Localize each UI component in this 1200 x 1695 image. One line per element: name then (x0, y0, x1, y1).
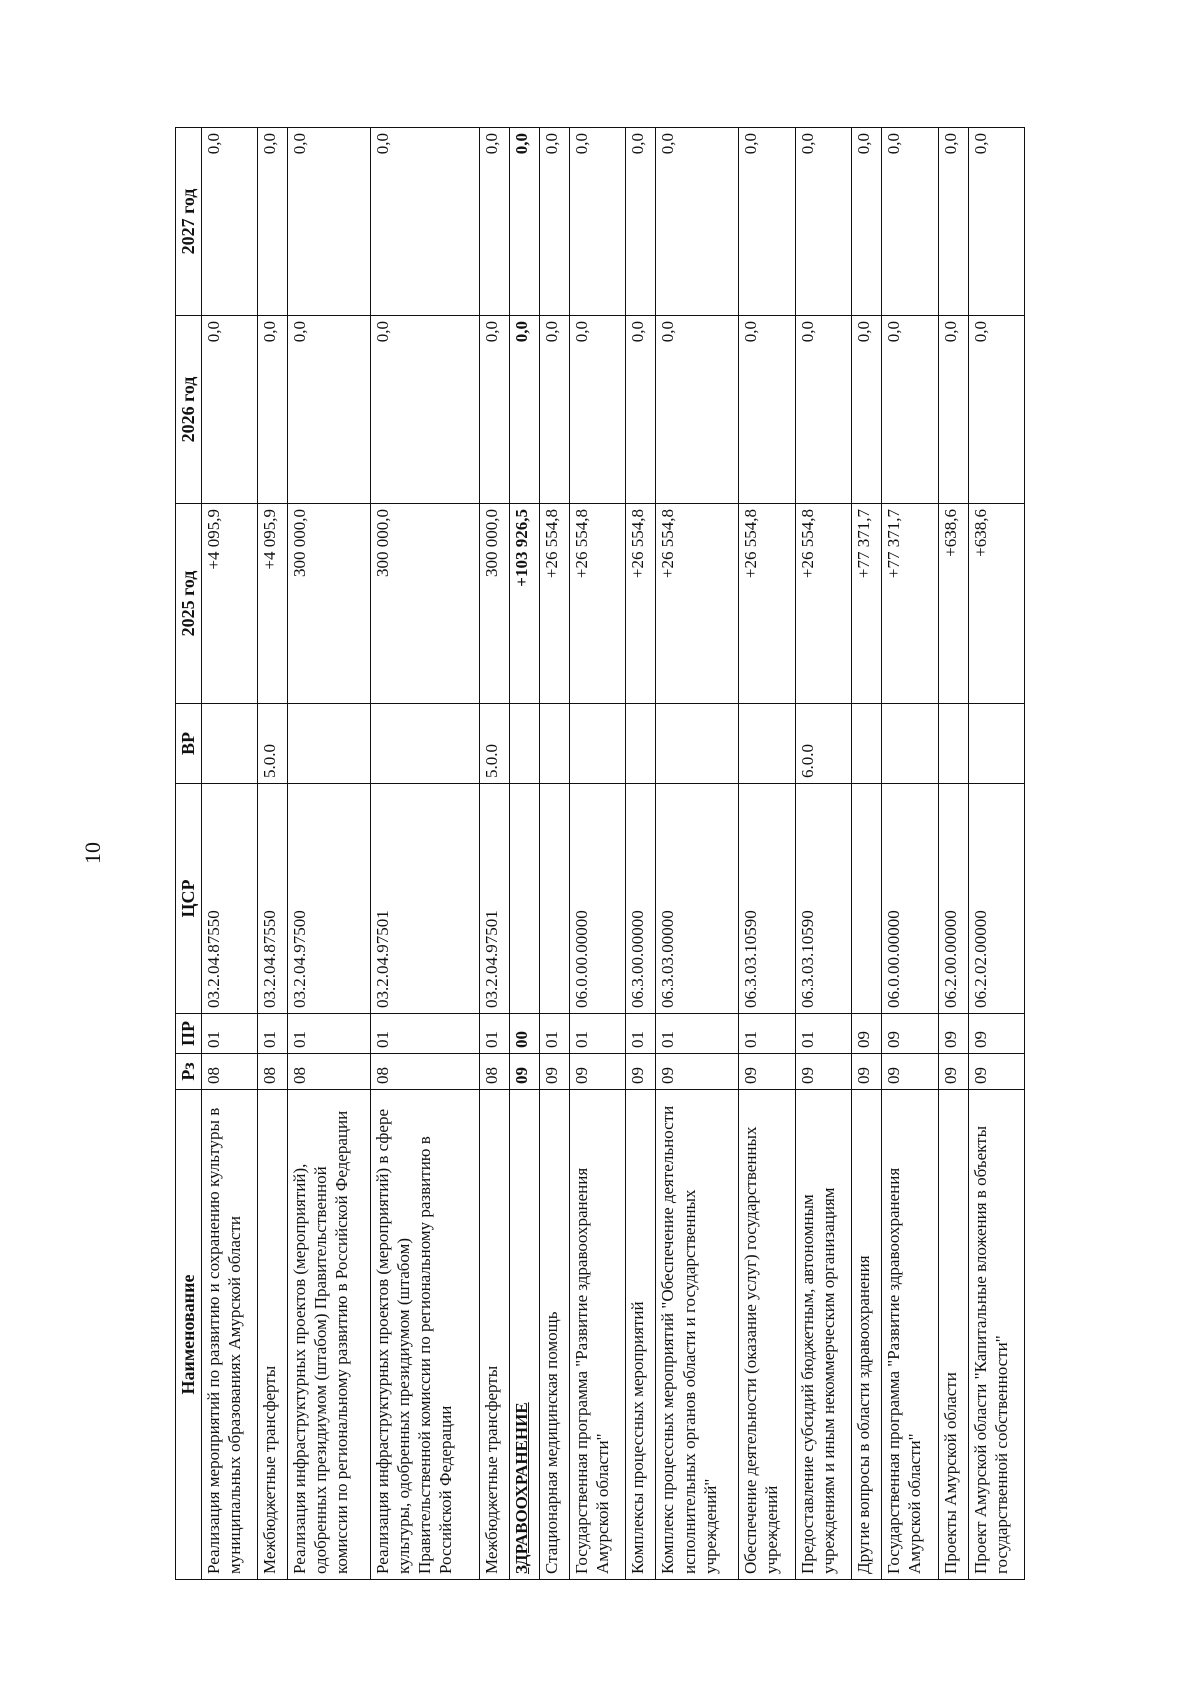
row-2027: 0,0 (539, 128, 569, 316)
row-pr: 01 (739, 1014, 795, 1054)
row-vr (882, 704, 938, 784)
row-rz: 09 (739, 1054, 795, 1090)
row-2026: 0,0 (479, 316, 509, 504)
row-vr (539, 704, 569, 784)
row-vr (656, 704, 739, 784)
row-name: Реализация мероприятий по развитию и сохранению культуры в муниципальных образованиях Амурской области (201, 1090, 257, 1580)
row-2027: 0,0 (968, 128, 1024, 316)
table-row (852, 128, 882, 1580)
row-name: Стационарная медицинская помощь (539, 1090, 569, 1580)
row-csr: 06.3.03.00000 (656, 784, 739, 1014)
row-2027: 0,0 (257, 128, 287, 316)
row-rz: 08 (287, 1054, 370, 1090)
row-2027: 0,0 (938, 128, 968, 316)
row-pr: 01 (570, 1014, 626, 1054)
row-csr (539, 784, 569, 1014)
row-name: Государственная программа "Развитие здравоохранения Амурской области" (570, 1090, 626, 1580)
row-2026: 0,0 (626, 316, 656, 504)
row-rz: 09 (570, 1054, 626, 1090)
row-2027: 0,0 (287, 128, 370, 316)
row-2027: 0,0 (509, 128, 539, 316)
row-csr: 06.0.00.00000 (570, 784, 626, 1014)
row-vr (570, 704, 626, 784)
row-2026: 0,0 (201, 316, 257, 504)
row-name: Межбюджетные трансферты (257, 1090, 287, 1580)
row-2027: 0,0 (795, 128, 851, 316)
table-row (938, 128, 968, 1580)
table-row (795, 128, 851, 1580)
row-name: ЗДРАВООХРАНЕНИЕ (509, 1090, 539, 1580)
row-vr (938, 704, 968, 784)
row-name: Проект Амурской области "Капитальные вложения в объекты государственной собственности" (968, 1090, 1024, 1580)
table-header-row (176, 128, 202, 1580)
table-row (882, 128, 938, 1580)
row-2026: 0,0 (795, 316, 851, 504)
row-pr: 01 (626, 1014, 656, 1054)
row-2025: +26 554,8 (626, 504, 656, 704)
table-row (479, 128, 509, 1580)
row-vr (968, 704, 1024, 784)
row-vr: 5.0.0 (257, 704, 287, 784)
row-rz: 08 (479, 1054, 509, 1090)
row-vr (626, 704, 656, 784)
row-pr: 01 (539, 1014, 569, 1054)
row-vr (287, 704, 370, 784)
row-csr: 03.2.04.87550 (201, 784, 257, 1014)
row-rz: 08 (257, 1054, 287, 1090)
row-2027: 0,0 (570, 128, 626, 316)
row-pr: 09 (852, 1014, 882, 1054)
row-csr: 03.2.04.97501 (370, 784, 479, 1014)
row-rz: 08 (370, 1054, 479, 1090)
budget-table-container (175, 128, 1025, 1580)
row-pr: 01 (201, 1014, 257, 1054)
row-2026: 0,0 (539, 316, 569, 504)
row-2026: 0,0 (882, 316, 938, 504)
header-2025: 2025 год (176, 504, 202, 704)
row-csr: 06.2.00.00000 (938, 784, 968, 1014)
row-2027: 0,0 (882, 128, 938, 316)
row-pr: 01 (656, 1014, 739, 1054)
table-row (287, 128, 370, 1580)
row-2026: 0,0 (656, 316, 739, 504)
row-2026: 0,0 (287, 316, 370, 504)
row-rz: 09 (882, 1054, 938, 1090)
row-csr (852, 784, 882, 1014)
row-2026: 0,0 (509, 316, 539, 504)
budget-table (175, 127, 1025, 1580)
row-rz: 09 (795, 1054, 851, 1090)
row-2026: 0,0 (370, 316, 479, 504)
row-csr: 03.2.04.87550 (257, 784, 287, 1014)
row-pr: 01 (479, 1014, 509, 1054)
row-2025: +103 926,5 (509, 504, 539, 704)
row-vr (852, 704, 882, 784)
row-2025: +26 554,8 (795, 504, 851, 704)
row-vr (509, 704, 539, 784)
row-rz: 09 (852, 1054, 882, 1090)
row-pr: 00 (509, 1014, 539, 1054)
table-row (626, 128, 656, 1580)
row-csr: 03.2.04.97501 (479, 784, 509, 1014)
row-pr: 01 (370, 1014, 479, 1054)
table-row (968, 128, 1024, 1580)
row-pr: 01 (257, 1014, 287, 1054)
row-name: Другие вопросы в области здравоохранения (852, 1090, 882, 1580)
row-name: Межбюджетные трансферты (479, 1090, 509, 1580)
row-2025: +77 371,7 (852, 504, 882, 704)
row-rz: 09 (938, 1054, 968, 1090)
header-2027: 2027 год (176, 128, 202, 316)
row-2026: 0,0 (852, 316, 882, 504)
row-name: Проекты Амурской области (938, 1090, 968, 1580)
row-csr: 06.2.02.00000 (968, 784, 1024, 1014)
row-name: Обеспечение деятельности (оказание услуг) государственных учреждений (739, 1090, 795, 1580)
row-pr: 09 (938, 1014, 968, 1054)
row-2027: 0,0 (739, 128, 795, 316)
row-pr: 01 (795, 1014, 851, 1054)
row-2025: +26 554,8 (656, 504, 739, 704)
row-2027: 0,0 (201, 128, 257, 316)
row-pr: 09 (968, 1014, 1024, 1054)
table-row (201, 128, 257, 1580)
row-vr (739, 704, 795, 784)
row-rz: 09 (968, 1054, 1024, 1090)
header-name: Наименование (176, 1090, 202, 1580)
row-pr: 01 (287, 1014, 370, 1054)
row-csr: 06.3.03.10590 (795, 784, 851, 1014)
row-csr: 06.3.00.00000 (626, 784, 656, 1014)
row-name: Государственная программа "Развитие здравоохранения Амурской области" (882, 1090, 938, 1580)
row-name: Комплексы процессных мероприятий (626, 1090, 656, 1580)
row-vr: 6.0.0 (795, 704, 851, 784)
table-row (370, 128, 479, 1580)
row-2025: +26 554,8 (539, 504, 569, 704)
row-2025: 300 000,0 (287, 504, 370, 704)
row-name: Реализация инфраструктурных проектов (мероприятий) в сфере культуры, одобренных президиумом (штабом) Правительственной комиссии по региональному развитию в Российской Федерации (370, 1090, 479, 1580)
row-name: Комплекс процессных мероприятий "Обеспечение деятельности исполнительных органов области и государственных учреждений" (656, 1090, 739, 1580)
row-2027: 0,0 (370, 128, 479, 316)
row-name: Реализация инфраструктурных проектов (мероприятий), одобренных президиумом (штабом) Правительственной комиссии по региональному развитию в Российской Федерации (287, 1090, 370, 1580)
row-2026: 0,0 (938, 316, 968, 504)
table-row (509, 128, 539, 1580)
table-row (656, 128, 739, 1580)
row-rz: 09 (626, 1054, 656, 1090)
row-2025: +77 371,7 (882, 504, 938, 704)
row-2025: +26 554,8 (570, 504, 626, 704)
table-row (257, 128, 287, 1580)
row-csr (509, 784, 539, 1014)
row-2026: 0,0 (257, 316, 287, 504)
row-2026: 0,0 (570, 316, 626, 504)
row-vr: 5.0.0 (479, 704, 509, 784)
row-2025: +638,6 (938, 504, 968, 704)
row-2025: +26 554,8 (739, 504, 795, 704)
table-row (570, 128, 626, 1580)
row-csr: 06.3.03.10590 (739, 784, 795, 1014)
row-2025: +4 095,9 (201, 504, 257, 704)
row-rz: 09 (656, 1054, 739, 1090)
header-pr: ПР (176, 1014, 202, 1054)
page-number: 10 (80, 842, 105, 864)
header-2026: 2026 год (176, 316, 202, 504)
row-2027: 0,0 (479, 128, 509, 316)
row-csr: 03.2.04.97500 (287, 784, 370, 1014)
row-rz: 09 (539, 1054, 569, 1090)
row-2025: 300 000,0 (479, 504, 509, 704)
row-2025: 300 000,0 (370, 504, 479, 704)
row-2027: 0,0 (656, 128, 739, 316)
header-rz: Рз (176, 1054, 202, 1090)
row-rz: 08 (201, 1054, 257, 1090)
row-2026: 0,0 (968, 316, 1024, 504)
row-name: Предоставление субсидий бюджетным, автономным учреждениям и иным некоммерческим организациям (795, 1090, 851, 1580)
row-vr (370, 704, 479, 784)
row-vr (201, 704, 257, 784)
row-rz: 09 (509, 1054, 539, 1090)
row-pr: 09 (882, 1014, 938, 1054)
row-csr: 06.0.00.00000 (882, 784, 938, 1014)
table-row (539, 128, 569, 1580)
row-2025: +638,6 (968, 504, 1024, 704)
header-csr: ЦСР (176, 784, 202, 1014)
row-2026: 0,0 (739, 316, 795, 504)
row-2025: +4 095,9 (257, 504, 287, 704)
header-vr: ВР (176, 704, 202, 784)
table-row (739, 128, 795, 1580)
row-2027: 0,0 (626, 128, 656, 316)
row-2027: 0,0 (852, 128, 882, 316)
